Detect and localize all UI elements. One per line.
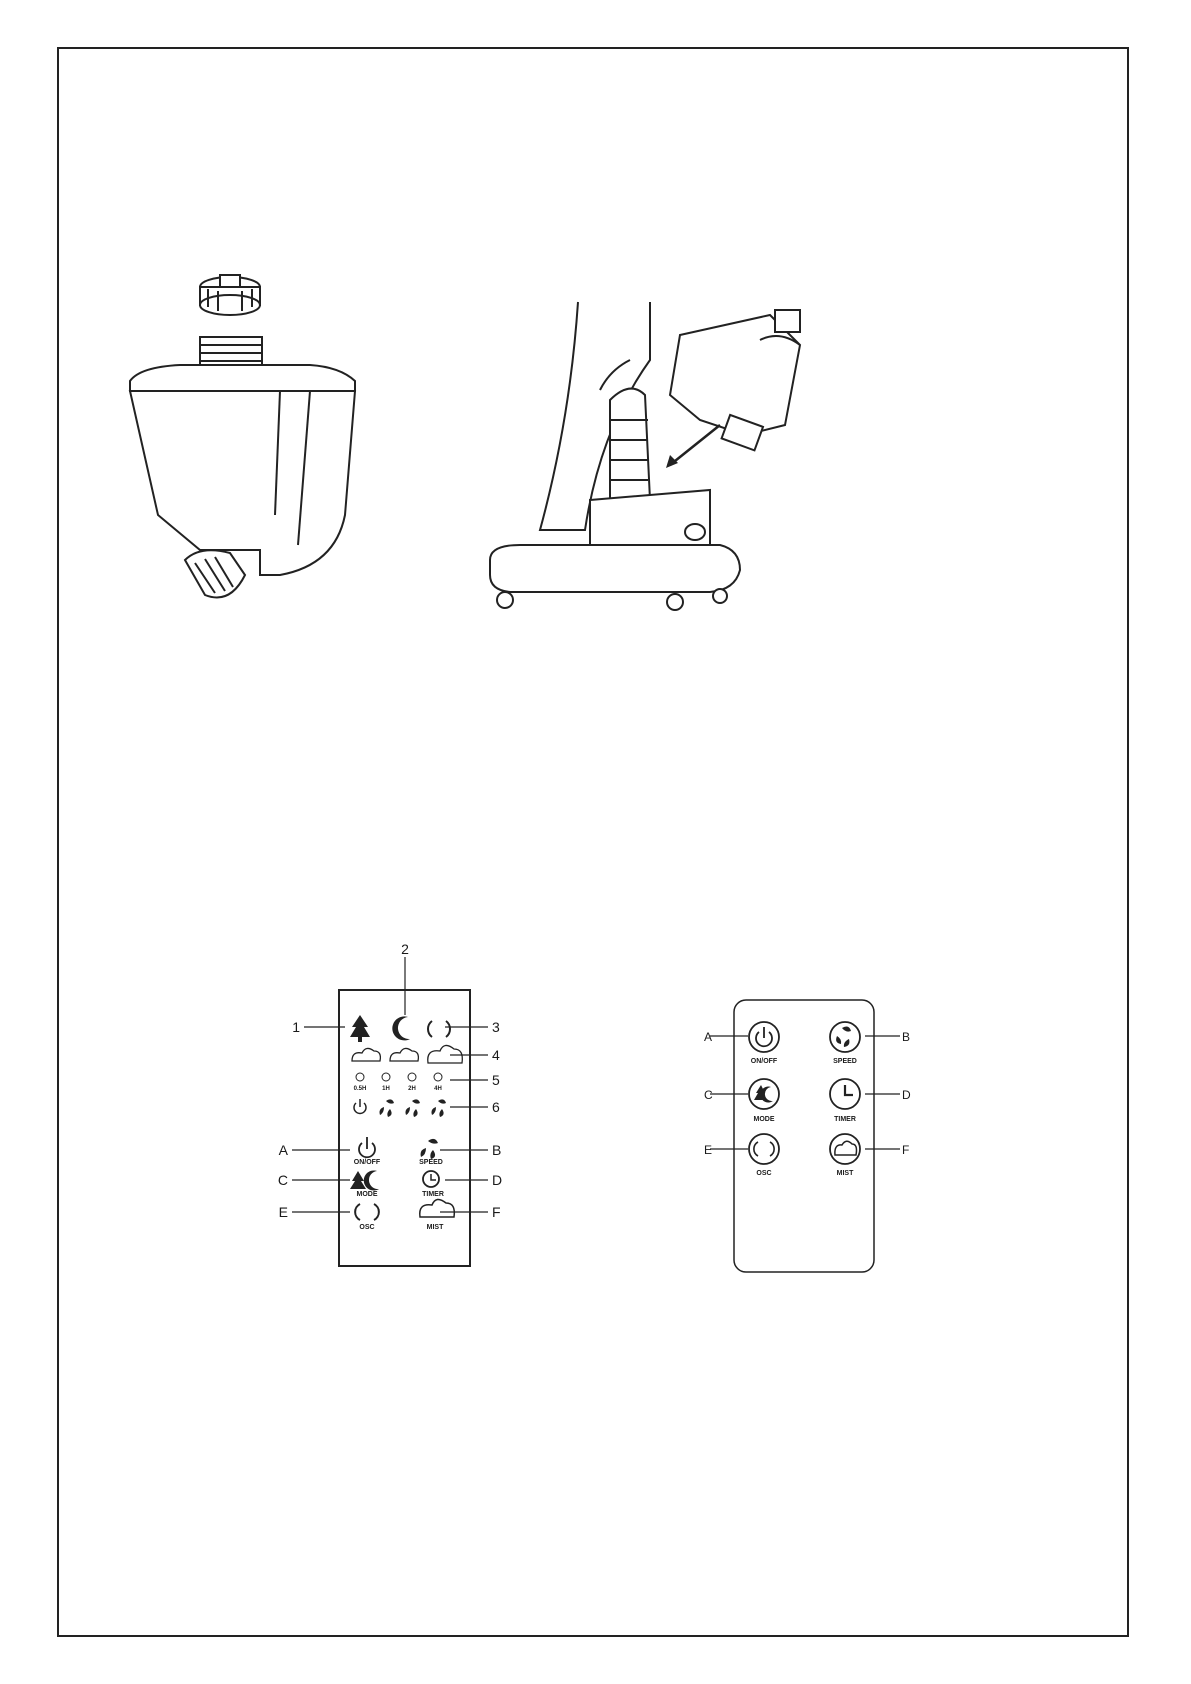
timer-label-b: TIMER xyxy=(834,1116,856,1123)
timer-label-0-5h: 0.5H xyxy=(353,1086,367,1092)
callout-f: F xyxy=(492,1204,501,1220)
mist-label: MIST xyxy=(426,1224,444,1231)
timer-label-4h: 4H xyxy=(434,1086,442,1092)
callout-c: C xyxy=(277,1172,288,1188)
row-number-4: 4 xyxy=(492,1047,500,1063)
speed-button-b[interactable] xyxy=(830,1022,860,1065)
speed-label-b: SPEED xyxy=(833,1058,857,1065)
remote-control-a xyxy=(277,941,540,1275)
timer-label-2h: 2H xyxy=(408,1086,416,1092)
speed-label: SPEED xyxy=(419,1159,443,1166)
callout-b-b: B xyxy=(902,1030,911,1044)
osc-label: OSC xyxy=(359,1224,375,1231)
mist-label-b: MIST xyxy=(836,1170,854,1177)
row-number-2: 2 xyxy=(401,941,409,957)
arrow-icon xyxy=(666,455,678,468)
row-number-6: 6 xyxy=(492,1099,500,1115)
mode-label-b: MODE xyxy=(753,1116,775,1123)
callout-c-b: C xyxy=(704,1088,713,1102)
osc-label-b: OSC xyxy=(756,1170,772,1177)
timer-label: TIMER xyxy=(422,1191,444,1198)
callout-e: E xyxy=(278,1204,288,1220)
callout-f-b: F xyxy=(902,1143,910,1157)
callout-a-b: A xyxy=(704,1030,713,1044)
mode-label: MODE xyxy=(356,1191,378,1198)
on-off-button-b[interactable] xyxy=(749,1022,779,1065)
water-tank-illustration xyxy=(110,275,370,620)
callout-a: A xyxy=(278,1142,288,1158)
timer-label-1h: 1H xyxy=(382,1086,390,1092)
remote-control-b xyxy=(700,995,915,1280)
row-number-5: 5 xyxy=(492,1072,500,1088)
row-number-1: 1 xyxy=(292,1019,300,1035)
on-off-label-b: ON/OFF xyxy=(750,1058,778,1065)
timer-button-b[interactable] xyxy=(830,1079,860,1123)
callout-e-b: E xyxy=(704,1143,713,1157)
callout-d: D xyxy=(492,1172,503,1188)
row-number-3: 3 xyxy=(492,1019,500,1035)
humidifier-assembly-illustration xyxy=(480,300,810,610)
on-off-label: ON/OFF xyxy=(353,1159,381,1166)
callout-d-b: D xyxy=(902,1088,911,1102)
callout-b: B xyxy=(492,1142,502,1158)
